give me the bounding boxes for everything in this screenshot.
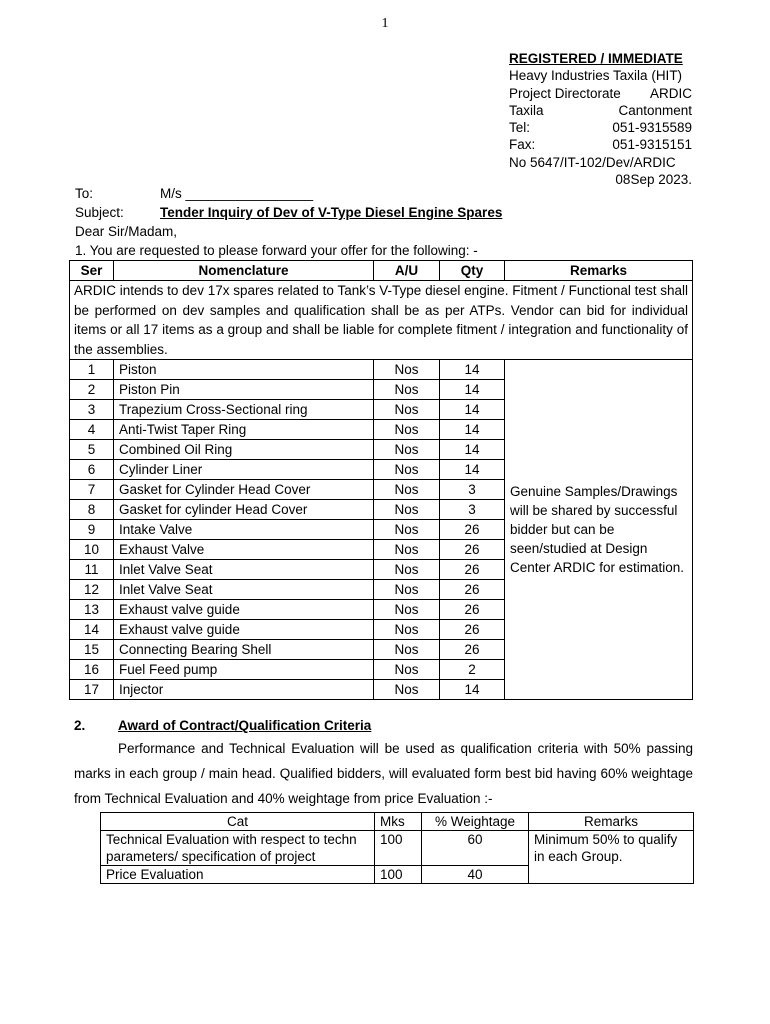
letter-date: 08Sep 2023. [615,172,692,188]
salutation: Dear Sir/Madam, [75,224,178,239]
fax-label: Fax: [509,137,536,153]
item-qty: 2 [440,660,505,680]
city-left: Taxila [509,102,544,118]
criteria-header-remarks: Remarks [529,813,694,831]
item-qty: 14 [440,360,505,380]
item-au: Nos [374,440,440,460]
item-qty: 14 [440,440,505,460]
criteria-weight: 40 [422,866,529,884]
city-line [509,102,692,119]
tel-line [509,119,692,136]
directorate-line [509,85,692,102]
item-au: Nos [374,360,440,380]
items-description: ARDIC intends to dev 17x spares related to Tank’s V-Type diesel engine. Fitment / Functional test shall be performed on dev samples and qualification shall be as per ATPs. Vendor can bid for individual items or all 17 items as a group and shall be liable for complete fitment / integration and functionality of the assemblies. [70,281,693,360]
item-name: Intake Valve [114,520,374,540]
subject-value: Tender Inquiry of Dev of V-Type Diesel Engine Spares [160,205,503,220]
item-qty: 26 [440,520,505,540]
item-au: Nos [374,580,440,600]
items-remarks: Genuine Samples/Drawings will be shared by successful bidder but can be seen/studied at Design Center ARDIC for estimation. [505,360,693,700]
reference-number: No 5647/IT-102/Dev/ARDIC [509,154,676,170]
criteria-mks: 100 [375,866,422,884]
criteria-remarks: Minimum 50% to qualify in each Group. [529,831,694,884]
criteria-mks: 100 [375,831,422,866]
header-ser: Ser [70,261,114,281]
directorate-right: ARDIC [649,85,692,101]
to-label: To: [75,186,94,201]
criteria-table [100,812,694,884]
items-description-row [70,281,693,360]
item-ser: 1 [70,360,114,380]
item-au: Nos [374,680,440,700]
item-name: Inlet Valve Seat [114,580,374,600]
item-name: Trapezium Cross-Sectional ring [114,400,374,420]
section2-title: Award of Contract/Qualification Criteria [118,718,372,733]
item-ser: 7 [70,480,114,500]
item-au: Nos [374,420,440,440]
item-au: Nos [374,620,440,640]
item-au: Nos [374,600,440,620]
item-au: Nos [374,460,440,480]
registered-label: REGISTERED / IMMEDIATE [509,51,683,66]
directorate-left: Project Directorate [509,85,621,101]
city-right: Cantonment [618,102,692,118]
tel-value: 051-9315589 [612,120,692,136]
item-qty: 26 [440,560,505,580]
item-name: Connecting Bearing Shell [114,640,374,660]
item-ser: 17 [70,680,114,700]
to-value: M/s _________________ [160,186,314,201]
criteria-header-mks: Mks [375,813,422,831]
item-qty: 26 [440,580,505,600]
criteria-weight: 60 [422,831,529,866]
criteria-table-header [101,813,694,831]
header-au: A/U [374,261,440,281]
item-name: Exhaust valve guide [114,620,374,640]
item-qty: 14 [440,460,505,480]
subject-label: Subject: [75,205,124,220]
item-ser: 2 [70,380,114,400]
items-table-header [70,261,693,281]
section2-paragraph: Performance and Technical Evaluation will be used as qualification criteria with 50% passing marks in each group / main head. Qualified bidders, will evaluated form best bid having 60% weightage from Technical Evaluation and 40% weightage from price Evaluation :- [74,741,693,806]
request-paragraph: 1. You are requested to please forward your offer for the following: - [75,243,478,258]
page-number: 1 [381,16,389,31]
section2-number: 2. [74,718,86,733]
item-au: Nos [374,480,440,500]
item-au: Nos [374,540,440,560]
item-row [70,360,693,380]
item-au: Nos [374,660,440,680]
item-name: Injector [114,680,374,700]
item-name: Gasket for Cylinder Head Cover [114,480,374,500]
criteria-row-technical [101,831,694,866]
item-qty: 26 [440,540,505,560]
item-ser: 4 [70,420,114,440]
item-ser: 14 [70,620,114,640]
item-au: Nos [374,560,440,580]
item-ser: 10 [70,540,114,560]
item-qty: 26 [440,600,505,620]
item-au: Nos [374,520,440,540]
criteria-cat: Technical Evaluation with respect to techn parameters/ specification of project [101,831,375,866]
item-name: Cylinder Liner [114,460,374,480]
item-qty: 3 [440,500,505,520]
item-qty: 14 [440,680,505,700]
item-name: Combined Oil Ring [114,440,374,460]
item-au: Nos [374,380,440,400]
header-remarks: Remarks [505,261,693,281]
item-qty: 26 [440,640,505,660]
item-name: Anti-Twist Taper Ring [114,420,374,440]
header-nomenclature: Nomenclature [114,261,374,281]
item-ser: 15 [70,640,114,660]
item-ser: 12 [70,580,114,600]
item-qty: 14 [440,420,505,440]
fax-line [509,136,692,153]
criteria-cat: Price Evaluation [101,866,375,884]
criteria-header-cat: Cat [101,813,375,831]
tel-label: Tel: [509,120,531,136]
item-name: Exhaust Valve [114,540,374,560]
item-name: Exhaust valve guide [114,600,374,620]
header-qty: Qty [440,261,505,281]
items-table [69,260,693,700]
fax-value: 051-9315151 [612,137,692,153]
item-au: Nos [374,400,440,420]
item-name: Piston [114,360,374,380]
letter-header [509,50,692,188]
item-ser: 5 [70,440,114,460]
item-ser: 8 [70,500,114,520]
item-au: Nos [374,500,440,520]
item-ser: 9 [70,520,114,540]
item-ser: 11 [70,560,114,580]
item-ser: 3 [70,400,114,420]
item-au: Nos [374,640,440,660]
criteria-header-weightage: % Weightage [422,813,529,831]
item-qty: 3 [440,480,505,500]
item-qty: 26 [440,620,505,640]
item-ser: 13 [70,600,114,620]
item-name: Piston Pin [114,380,374,400]
item-ser: 16 [70,660,114,680]
item-name: Inlet Valve Seat [114,560,374,580]
item-qty: 14 [440,380,505,400]
item-name: Fuel Feed pump [114,660,374,680]
items-table-body [70,360,693,700]
item-qty: 14 [440,400,505,420]
item-name: Gasket for cylinder Head Cover [114,500,374,520]
item-ser: 6 [70,460,114,480]
organization-name: Heavy Industries Taxila (HIT) [509,68,683,84]
